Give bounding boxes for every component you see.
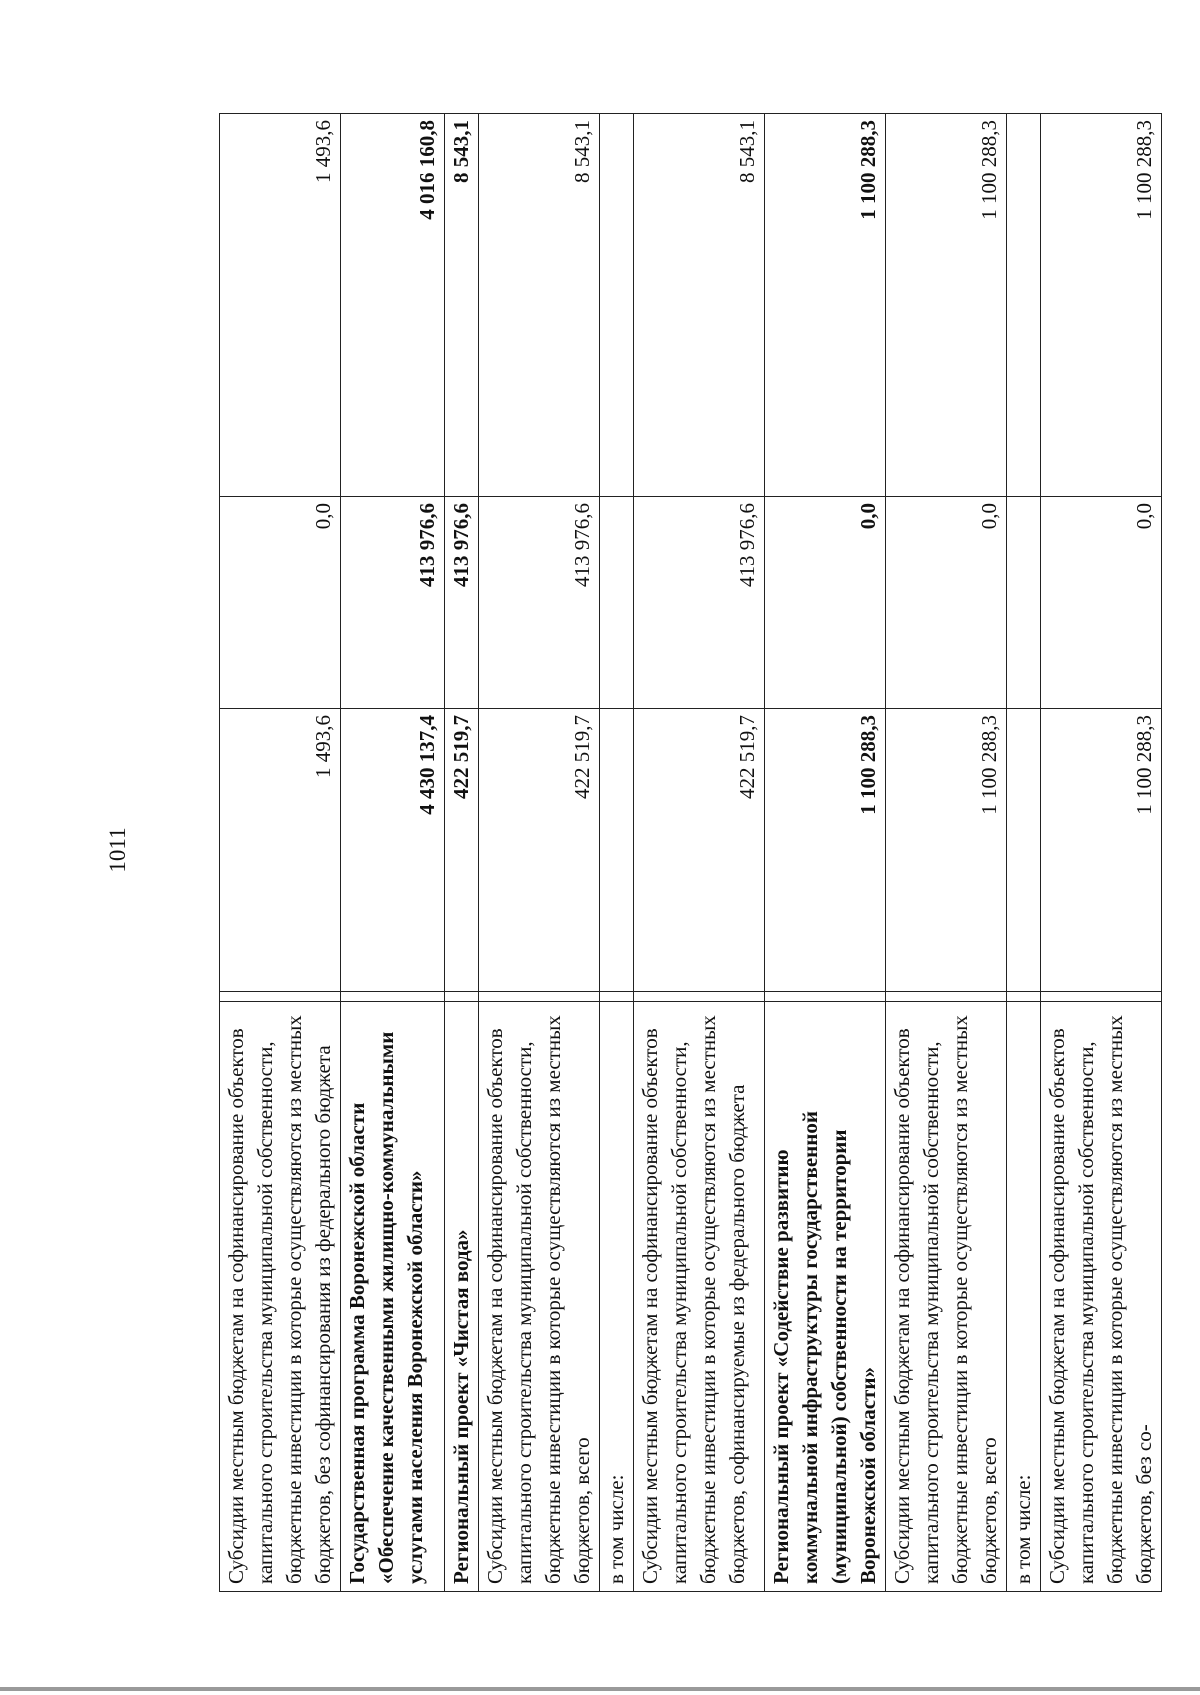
row-value-1-cell — [600, 709, 634, 992]
budget-table-body — [220, 114, 1162, 1592]
row-value-2-cell: 0,0 — [220, 497, 341, 709]
row-name-cell: в том числе: — [1007, 1002, 1041, 1592]
budget-table — [219, 113, 1162, 1592]
row-code-cell — [765, 992, 886, 1002]
row-code-cell — [886, 992, 1007, 1002]
row-code-cell — [600, 992, 634, 1002]
table-row — [765, 114, 886, 1592]
page-bottom-divider — [0, 1687, 1200, 1691]
row-code-cell — [479, 992, 600, 1002]
table-row — [220, 114, 341, 1592]
table-row — [600, 114, 634, 1592]
row-value-1-cell: 1 493,6 — [220, 709, 341, 992]
table-row — [1007, 114, 1041, 1592]
row-value-2-cell: 413 976,6 — [445, 497, 479, 709]
row-name-cell: Государственная программа Воронежской области «Обеспечение качественными жилищно-коммунальными услугами населения Воронежской области» — [341, 1002, 445, 1592]
row-value-1-cell: 4 430 137,4 — [341, 709, 445, 992]
row-name-cell: Субсидии местным бюджетам на софинансирование объектов капитального строительства муниципальной собственности, бюджетные инвестиции в которые осуществляются из местных бюджетов, всего — [479, 1002, 600, 1592]
row-value-3-cell: 1 100 288,3 — [1041, 114, 1162, 497]
row-value-2-cell: 413 976,6 — [341, 497, 445, 709]
row-value-1-cell: 1 100 288,3 — [765, 709, 886, 992]
row-name-cell: Региональный проект «Чистая вода» — [445, 1002, 479, 1592]
row-code-cell — [445, 992, 479, 1002]
row-value-1-cell: 1 100 288,3 — [1041, 709, 1162, 992]
table-row — [479, 114, 600, 1592]
row-value-1-cell: 422 519,7 — [479, 709, 600, 992]
row-value-2-cell — [600, 497, 634, 709]
row-value-1-cell — [1007, 709, 1041, 992]
row-name-cell: Субсидии местным бюджетам на софинансирование объектов капитального строительства муниципальной собственности, бюджетные инвестиции в которые осуществляются из местных бюджетов, без со- — [1041, 1002, 1162, 1592]
row-name-cell: Региональный проект «Содействие развитию коммунальной инфраструктуры государственной (муниципальной) собственности на территории Воронежской области» — [765, 1002, 886, 1592]
budget-table-container — [219, 114, 1156, 1592]
row-name-cell: Субсидии местным бюджетам на софинансирование объектов капитального строительства муниципальной собственности, бюджетные инвестиции в которые осуществляются из местных бюджетов, без софинансирования из федерального бюджета — [220, 1002, 341, 1592]
row-value-3-cell: 8 543,1 — [634, 114, 765, 497]
row-value-3-cell — [600, 114, 634, 497]
table-row — [634, 114, 765, 1592]
row-value-2-cell: 413 976,6 — [479, 497, 600, 709]
page-number: 1011 — [105, 827, 130, 873]
row-value-3-cell: 8 543,1 — [479, 114, 600, 497]
table-row — [445, 114, 479, 1592]
table-row — [886, 114, 1007, 1592]
row-value-1-cell: 422 519,7 — [445, 709, 479, 992]
row-code-cell — [1041, 992, 1162, 1002]
row-value-2-cell: 413 976,6 — [634, 497, 765, 709]
row-code-cell — [634, 992, 765, 1002]
row-value-1-cell: 422 519,7 — [634, 709, 765, 992]
row-value-3-cell: 1 493,6 — [220, 114, 341, 497]
row-value-3-cell: 1 100 288,3 — [765, 114, 886, 497]
row-value-1-cell: 1 100 288,3 — [886, 709, 1007, 992]
row-value-2-cell — [1007, 497, 1041, 709]
row-code-cell — [220, 992, 341, 1002]
row-code-cell — [1007, 992, 1041, 1002]
row-name-cell: Субсидии местным бюджетам на софинансирование объектов капитального строительства муниципальной собственности, бюджетные инвестиции в которые осуществляются из местных бюджетов, всего — [886, 1002, 1007, 1592]
row-value-2-cell: 0,0 — [1041, 497, 1162, 709]
row-value-3-cell — [1007, 114, 1041, 497]
table-row — [1041, 114, 1162, 1592]
table-row — [341, 114, 445, 1592]
row-value-2-cell: 0,0 — [886, 497, 1007, 709]
row-value-3-cell: 8 543,1 — [445, 114, 479, 497]
row-name-cell: в том числе: — [600, 1002, 634, 1592]
row-name-cell: Субсидии местным бюджетам на софинансирование объектов капитального строительства муниципальной собственности, бюджетные инвестиции в которые осуществляются из местных бюджетов, софинансируемые из федерального бюджета — [634, 1002, 765, 1592]
row-value-3-cell: 4 016 160,8 — [341, 114, 445, 497]
row-code-cell — [341, 992, 445, 1002]
row-value-3-cell: 1 100 288,3 — [886, 114, 1007, 497]
row-value-2-cell: 0,0 — [765, 497, 886, 709]
